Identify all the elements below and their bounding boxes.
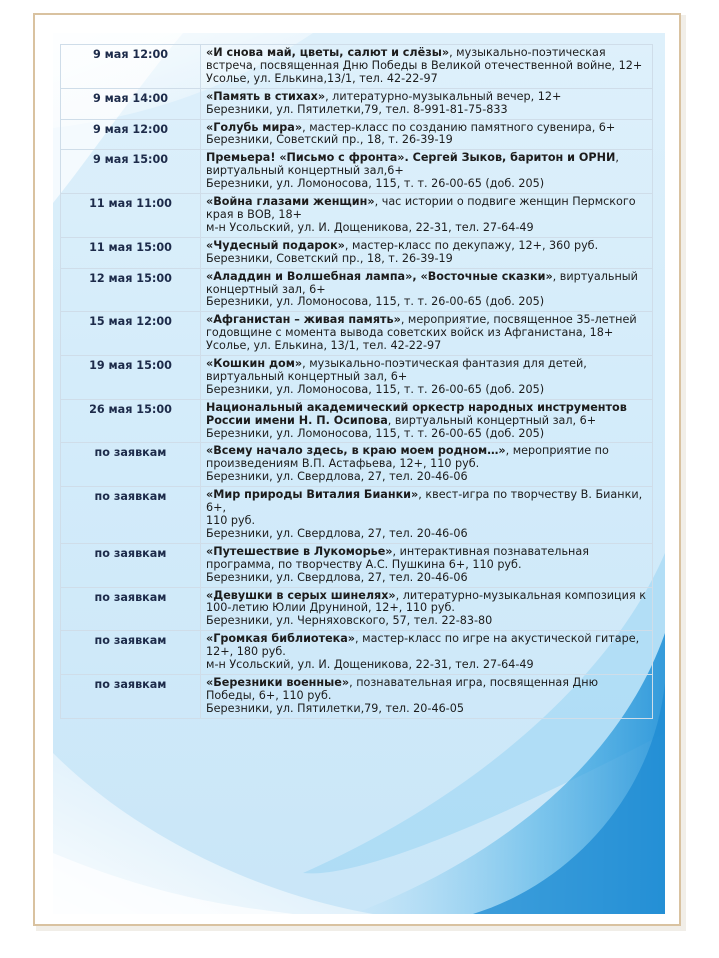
event-description: , познавательная игра, посвященная Дню Победы, 6+, 110 руб. [206,675,599,702]
event-details [201,356,653,400]
event-details [201,119,653,150]
event-date: по заявкам [61,674,201,718]
event-venue: Березники, ул. Пятилетки,79, тел. 8-991-81-75-833 [206,102,508,116]
schedule-row [61,399,653,443]
event-date: по заявкам [61,543,201,587]
event-description: , виртуальный концертный зал, 6+ [387,413,597,427]
event-date: 9 мая 14:00 [61,88,201,119]
event-details [201,443,653,487]
event-date: по заявкам [61,587,201,631]
event-description: , мастер-класс по созданию памятного сувенира, 6+ [302,120,616,134]
event-title: Премьера! «Письмо с фронта». Сергей Зыков, баритон и ОРНИ [206,151,616,165]
event-title: «Всему начало здесь, в краю моем родном…» [206,444,506,458]
event-venue: Усолье, ул. Елькина,13/1, тел. 42-22-97 [206,71,438,85]
event-description: , мероприятие по произведениям В.П. Астафьева, 12+, 110 руб. [206,444,609,471]
event-title: «Путешествие в Лукоморье» [206,544,393,558]
event-details [201,674,653,718]
event-venue: Березники, ул. Ломоносова, 115, т. т. 26-00-65 (доб. 205) [206,177,545,191]
schedule-row [61,88,653,119]
event-title: «Голубь мира» [206,120,303,134]
schedule-table [60,44,653,719]
event-date: 12 мая 15:00 [61,268,201,312]
event-description: , мастер-класс по декупажу, 12+, 360 руб. [344,238,599,252]
schedule-row [61,268,653,312]
event-details [201,312,653,356]
event-details [201,543,653,587]
event-description: , виртуальный концертный зал,6+ [206,151,619,178]
event-title: «Девушки в серых шинелях» [206,588,396,602]
event-details [201,237,653,268]
event-venue: Березники, ул. Свердлова, 27, тел. 20-46-06 [206,570,468,584]
event-details [201,399,653,443]
event-details [201,587,653,631]
event-venue: м-н Усольский, ул. И. Дощеникова, 22-31, тел. 27-64-49 [206,220,534,234]
event-description: , интерактивная познавательная программа, по творчеству А.С. Пушкина 6+, 110 руб. [206,544,589,571]
schedule-row [61,312,653,356]
event-details [201,150,653,194]
event-date: по заявкам [61,487,201,544]
schedule-row [61,487,653,544]
schedule-row [61,587,653,631]
event-venue: Березники, Советский пр., 18, т. 26-39-19 [206,251,453,265]
event-description: , мастер-класс по игре на акустической гитаре, 12+, 180 руб. [206,632,640,659]
event-venue: Березники, Советский пр., 18, т. 26-39-19 [206,133,453,147]
event-title: «Афганистан – живая память» [206,313,401,327]
event-title: «Война глазами женщин» [206,195,375,209]
event-details [201,45,653,89]
event-details [201,487,653,544]
event-date: 11 мая 11:00 [61,194,201,238]
event-venue: Усолье, ул. Елькина, 13/1, тел. 42-22-97 [206,339,442,353]
schedule-row [61,119,653,150]
event-date: 9 мая 15:00 [61,150,201,194]
schedule-row [61,237,653,268]
event-venue: Березники, ул. Свердлова, 27, тел. 20-46-06 [206,526,468,540]
event-date: по заявкам [61,443,201,487]
schedule-row [61,543,653,587]
event-title: Национальный академический оркестр народных инструментов России имени Н. П. Осипова [206,400,627,427]
event-venue: Березники, ул. Ломоносова, 115, т. т. 26-00-65 (доб. 205) [206,382,545,396]
event-description: , мероприятие, посвященное 35-летней годовщине с момента вывода советских войск из Афганистана, 18+ [206,313,637,340]
event-description: , час истории о подвиге женщин Пермского края в ВОВ, 18+ [206,195,636,221]
event-venue: Березники, ул. Ломоносова, 115, т. т. 26-00-65 (доб. 205) [206,295,545,309]
event-title: «Громкая библиотека» [206,632,356,646]
event-date: 15 мая 12:00 [61,312,201,356]
event-title: «Аладдин и Волшебная лампа», «Восточные сказки» [206,269,553,283]
schedule-row [61,443,653,487]
event-description: , музыкально-поэтическая встреча, посвященная Дню Победы в Великой отечественной войне, 12+ [206,46,643,72]
event-date: 9 мая 12:00 [61,119,201,150]
event-extra: 110 руб. [206,514,256,527]
event-venue: м-н Усольский, ул. И. Дощеникова, 22-31, тел. 27-64-49 [206,658,534,672]
event-date: 11 мая 15:00 [61,237,201,268]
event-venue: Березники, ул. Ломоносова, 115, т. т. 26-00-65 (доб. 205) [206,426,545,440]
event-date: 26 мая 15:00 [61,399,201,443]
event-date: 19 мая 15:00 [61,356,201,400]
event-venue: Березники, ул. Свердлова, 27, тел. 20-46-06 [206,470,468,484]
schedule-row [61,45,653,89]
event-details [201,194,653,238]
event-description: , виртуальный концертный зал, 6+ [206,269,638,296]
event-date: 9 мая 12:00 [61,45,201,89]
event-title: «Чудесный подарок» [206,238,345,252]
schedule-row [61,631,653,675]
event-details [201,268,653,312]
schedule-row [61,356,653,400]
schedule-row [61,674,653,718]
event-details [201,88,653,119]
event-details [201,631,653,675]
schedule-row [61,150,653,194]
event-venue: Березники, ул. Пятилетки,79, тел. 20-46-05 [206,701,464,715]
event-date: по заявкам [61,631,201,675]
event-venue: Березники, ул. Черняховского, 57, тел. 22-83-80 [206,614,493,628]
event-description: , квест-игра по творчеству В. Бианки, 6+, [206,488,643,515]
event-title: «Мир природы Виталия Бианки» [206,488,419,502]
schedule-row [61,194,653,238]
event-description: , литературно-музыкальный вечер, 12+ [325,89,562,103]
event-description: , музыкально-поэтическая фантазия для детей, виртуальный концертный зал, 6+ [206,357,587,383]
event-description: , литературно-музыкальная композиция к 100-летию Юлии Друниной, 12+, 110 руб. [206,588,646,615]
event-title: «Кошкин дом» [206,357,303,371]
event-title: «Память в стихах» [206,89,326,103]
event-title: «Березники военные» [206,675,350,689]
event-title: «И снова май, цветы, салют и слёзы» [206,46,450,59]
